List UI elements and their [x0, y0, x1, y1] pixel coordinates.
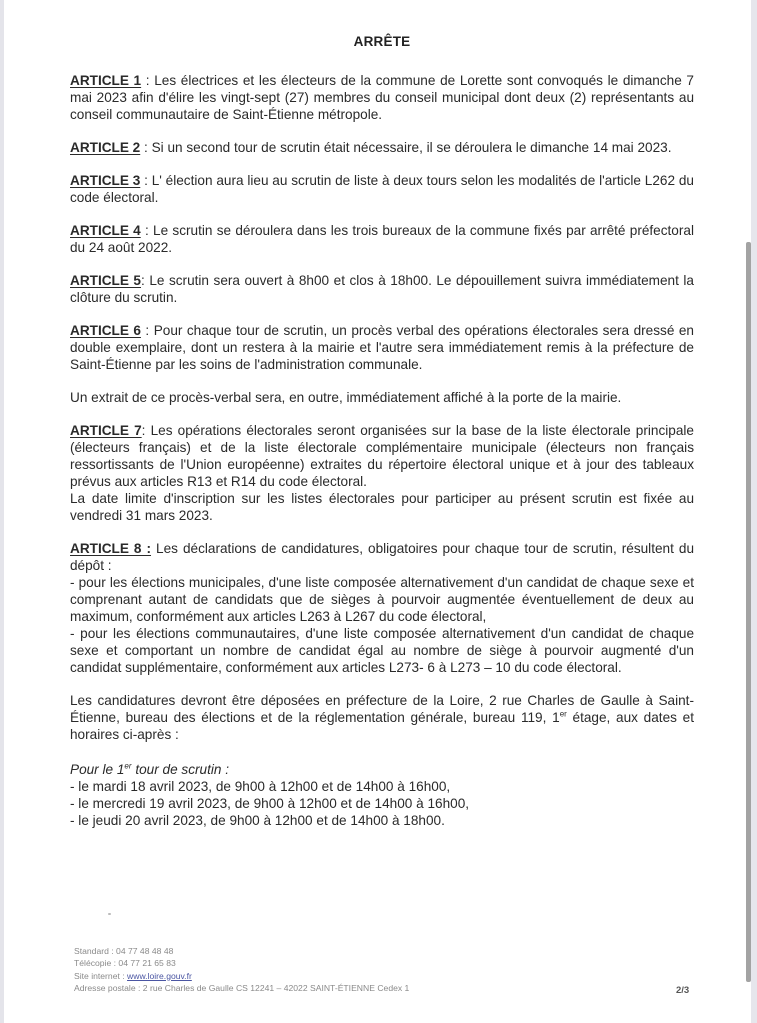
schedule-item: - le mardi 18 avril 2023, de 9h00 à 12h00 et de 14h00 à 16h00, [70, 779, 451, 794]
article-text: Le scrutin se déroulera dans les trois bureaux de la commune fixés par arrêté préfectoral du 24 août 2022. [70, 223, 694, 255]
schedule-heading-text: Pour le 1 [70, 762, 125, 777]
footer-address: Adresse postale : 2 rue Charles de Gaulle CS 12241 – 42022 SAINT-ÉTIENNE Cedex 1 [74, 982, 410, 993]
schedule-heading-text-end: tour de scrutin : [131, 762, 230, 777]
deposit-text: Les candidatures devront être déposées en préfecture de la Loire, 2 rue Charles de Gaulle à Saint-Étienne, bureau des élections et de la réglementation générale, bureau 119, 1 [70, 693, 694, 725]
article-5 [70, 272, 694, 306]
left-edge-strip [0, 0, 4, 1023]
article-8 [70, 540, 694, 676]
article-label: ARTICLE 8 : [70, 541, 152, 556]
document-title: ARRÊTE [353, 34, 411, 49]
article-6-extract: Un extrait de ce procès-verbal sera, en outre, immédiatement affiché à la porte de la mairie. [70, 390, 622, 405]
scrollbar-track[interactable] [751, 0, 757, 1023]
page-number: 2/3 [676, 985, 690, 996]
schedule-item: - le jeudi 20 avril 2023, de 9h00 à 12h00 et de 14h00 à 18h00. [70, 813, 445, 828]
article-label: ARTICLE 4 [70, 223, 141, 238]
article-separator: : [141, 73, 155, 88]
schedule-item: - le mercredi 19 avril 2023, de 9h00 à 12h00 et de 14h00 à 16h00, [70, 796, 470, 811]
schedule-block [70, 761, 694, 829]
article-text: Pour chaque tour de scrutin, un procès verbal des opérations électorales sera dressé en double exemplaire, dont un restera à la mairie et l'autre sera immédiatement remis à la préfecture de Saint-Étienne par les soins de l'administration communale. [70, 323, 694, 372]
superscript: er [559, 709, 567, 719]
article-3 [70, 172, 694, 206]
article-label: ARTICLE 7 [70, 423, 142, 438]
footer-website-label: Site internet : [74, 970, 128, 981]
article-text: L' élection aura lieu au scrutin de liste à deux tours selon les modalités de l'article L262 du code électoral. [70, 173, 694, 205]
article-label: ARTICLE 2 [70, 140, 141, 155]
article-label: ARTICLE 6 [70, 323, 141, 338]
article-1 [70, 72, 694, 123]
article-separator: : [140, 223, 154, 238]
article-separator: : [140, 323, 154, 338]
article-text: Si un second tour de scrutin était nécessaire, il se déroulera le dimanche 14 mai 2023. [151, 140, 672, 155]
deposit-paragraph [70, 692, 694, 743]
deposit-text-end: étage, aux dates et horaires ci-après : [70, 710, 694, 742]
document-page [70, 34, 694, 829]
article-text: Les opérations électorales seront organisées sur la base de la liste électorale principale (électeurs français) et de la liste électorale complémentaire municipale (électeurs non français ressortissants de l'Union européenne) extraites du répertoire électoral unique et à jour des tableaux prévus aux articles R13 et R14 du code électoral. [70, 423, 694, 489]
article-label: ARTICLE 5 [70, 273, 141, 288]
footer-standard: Standard : 04 77 48 48 48 [74, 946, 174, 956]
article-separator: : [141, 423, 151, 438]
article-label: ARTICLE 3 [70, 173, 141, 188]
article-separator: : [140, 173, 152, 188]
website-link[interactable]: www.loire.gouv.fr [127, 970, 192, 981]
article-7-deadline: La date limite d'inscription sur les listes électorales pour participer au présent scrutin est fixée au vendredi 31 mars 2023. [70, 491, 694, 523]
article-8-municipal-item: - pour les élections municipales, d'une liste composée alternativement d'un candidat de chaque sexe et comprenant autant de candidats que de sièges à pourvoir augmentée éventuellement de deux au maximum, conformément aux articles L263 à L267 du code électoral, [70, 575, 694, 624]
article-2 [70, 139, 694, 156]
page-footer [74, 945, 409, 994]
article-label: ARTICLE 1 [70, 73, 142, 88]
scrollbar-thumb[interactable] [746, 242, 751, 982]
article-8-community-item: - pour les élections communautaires, d'une liste composée alternativement d'un candidat de chaque sexe et comportant un nombre de candidat égal au nombre de siège à pourvoir augmenté d'un candidat supplémentaire, conformément aux articles L273- 6 à L273 – 10 du code électoral. [70, 626, 694, 675]
scan-speck [108, 913, 111, 915]
article-text: Les électrices et les électeurs de la commune de Lorette sont convoqués le dimanche 7 mai 2023 afin d'élire les vingt-sept (27) membres du conseil municipal dont deux (2) représentants au conseil communautaire de Saint-Étienne métropole. [70, 73, 694, 122]
schedule-heading [70, 761, 694, 778]
footer-website [74, 970, 409, 982]
article-4 [70, 222, 694, 256]
article-6 [70, 322, 694, 373]
article-separator: : [141, 273, 150, 288]
article-text: Le scrutin sera ouvert à 8h00 et clos à 18h00. Le dépouillement suivra immédiatement la clôture du scrutin. [70, 273, 694, 305]
footer-fax: Télécopie : 04 77 21 65 83 [74, 958, 176, 969]
article-7 [70, 422, 694, 524]
superscript: er [124, 761, 132, 771]
article-text: Les déclarations de candidatures, obligatoires pour chaque tour de scrutin, résultent du dépôt : [70, 541, 695, 573]
article-separator: : [140, 140, 152, 155]
